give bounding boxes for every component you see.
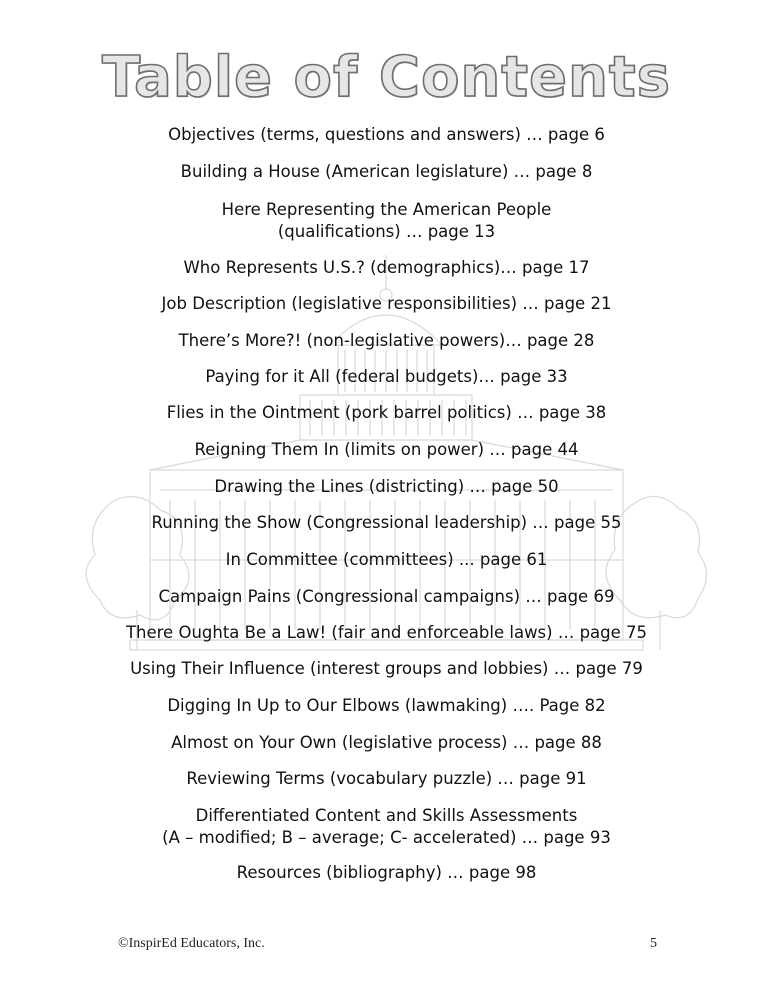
toc-entry (0, 124, 773, 146)
toc-entry-text: Drawing the Lines (districting) … page 50 (214, 477, 559, 496)
toc-entry-text: Almost on Your Own (legislative process) … page 88 (171, 733, 602, 752)
toc-entry (0, 293, 773, 315)
toc-entry-text: There’s More?! (non-legislative powers)… page 28 (178, 331, 595, 350)
toc-entry (0, 586, 773, 608)
toc-entry (0, 768, 773, 790)
toc-entry (0, 330, 773, 352)
toc-entry (0, 622, 773, 644)
toc-entry-text: Reviewing Terms (vocabulary puzzle) … page 91 (186, 769, 587, 788)
toc-entry-text: Digging In Up to Our Elbows (lawmaking) …. Page 82 (167, 696, 606, 715)
toc-entry (0, 549, 773, 571)
toc-entry (0, 512, 773, 534)
page-title: Table of Contents (101, 45, 671, 110)
toc-entry (0, 161, 773, 183)
toc-entry-text: In Committee (committees) ... page 61 (225, 550, 548, 569)
footer-copyright: ©InspirEd Educators, Inc. (118, 936, 265, 951)
toc-entry (0, 257, 773, 279)
toc-entry (0, 732, 773, 754)
toc-entry-text: Campaign Pains (Congressional campaigns) … page 69 (158, 587, 615, 606)
toc-entry (0, 695, 773, 717)
toc-entry-text: Flies in the Ointment (pork barrel politics) … page 38 (166, 403, 607, 422)
toc-entry-text: Here Representing the American People (221, 200, 552, 219)
toc-entry (0, 476, 773, 498)
toc-entry-text: Resources (bibliography) … page 98 (236, 863, 537, 882)
toc-entry-text-continued: (A – modified; B – average; C- accelerated) … page 93 (162, 828, 611, 847)
toc-entry-text-continued: (qualifications) … page 13 (277, 222, 496, 241)
toc-entry-text: Differentiated Content and Skills Assessments (195, 806, 578, 825)
toc-entry-text: Using Their Influence (interest groups and lobbies) … page 79 (130, 659, 643, 678)
toc-entry (0, 402, 773, 424)
toc-entry-text: Running the Show (Congressional leadership) … page 55 (151, 513, 622, 532)
toc-entry (0, 366, 773, 388)
toc-entry-text: Building a House (American legislature) … page 8 (180, 162, 593, 181)
toc-entry-text: Who Represents U.S.? (demographics)… page 17 (183, 258, 590, 277)
toc-entry (0, 658, 773, 680)
toc-entry-text: Paying for it All (federal budgets)… page 33 (205, 367, 568, 386)
toc-entry-text: Objectives (terms, questions and answers) … page 6 (168, 125, 605, 144)
toc-entry (0, 862, 773, 884)
footer-page-number: 5 (650, 936, 657, 951)
toc-entry-text: Job Description (legislative responsibilities) … page 21 (161, 294, 612, 313)
toc-entry-text: There Oughta Be a Law! (fair and enforceable laws) … page 75 (125, 623, 648, 642)
toc-entry (0, 199, 773, 243)
toc-entry-text: Reigning Them In (limits on power) … page 44 (194, 440, 579, 459)
toc-entry (0, 805, 773, 849)
toc-entry (0, 439, 773, 461)
